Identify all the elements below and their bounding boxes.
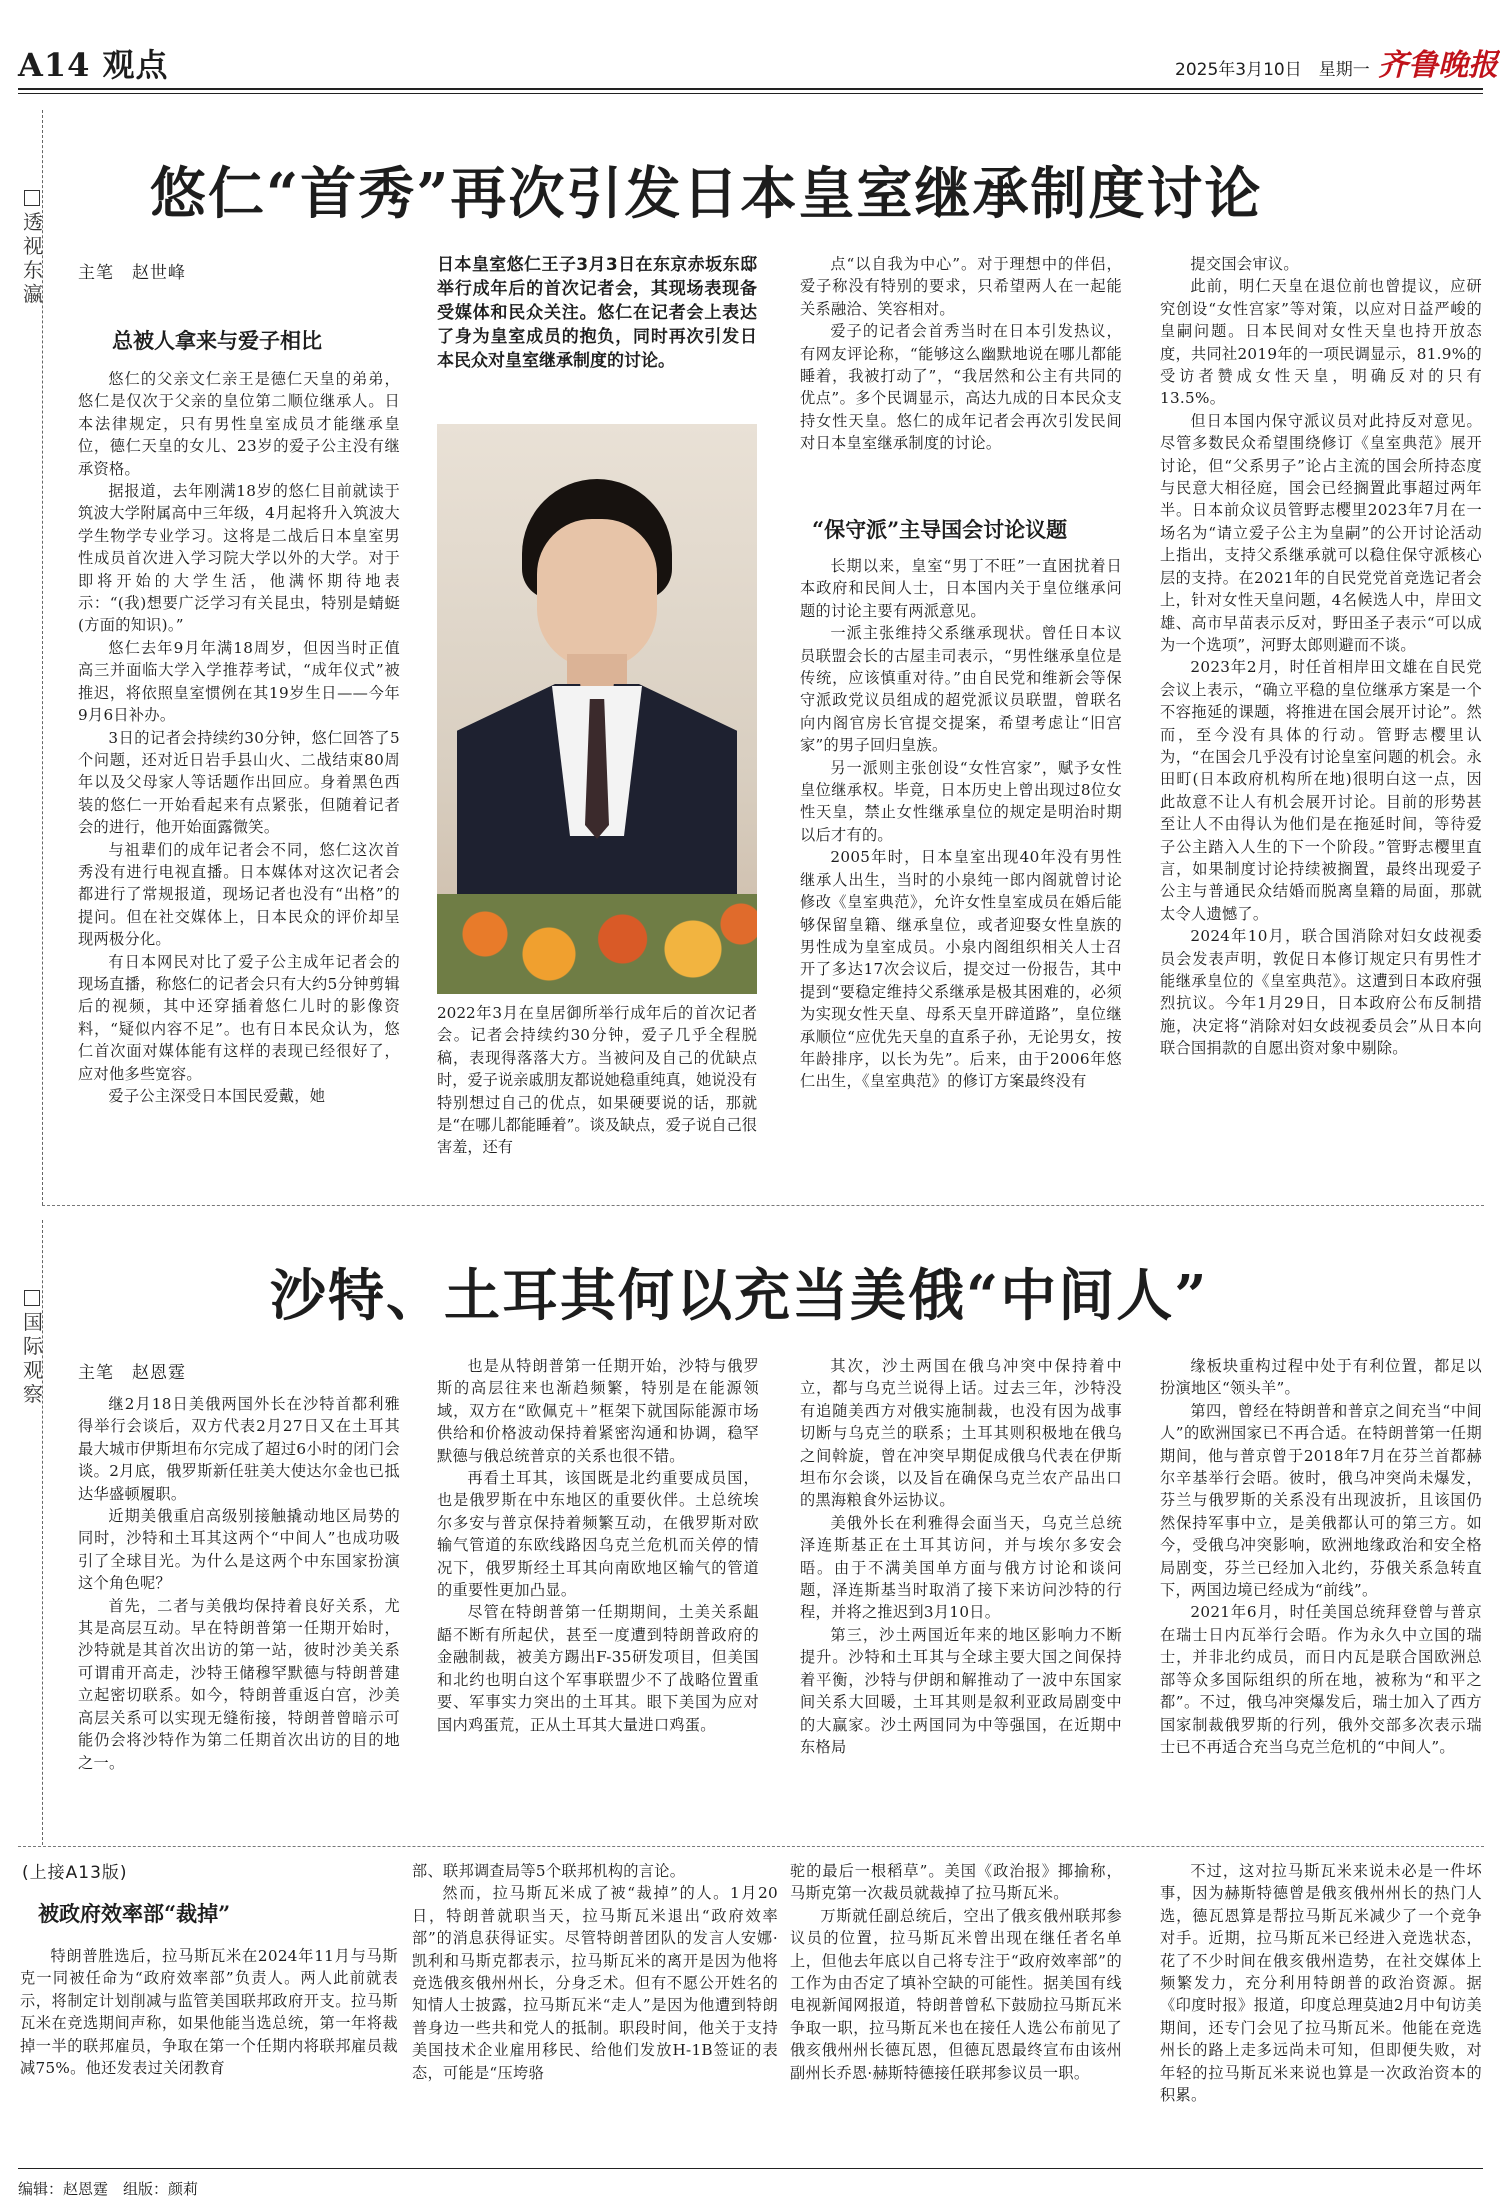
paragraph: 第三，沙土两国近年来的地区影响力不断提升。沙特和土耳其与全球主要大国之间保持着平衡，沙特与伊朗和解推动了一波中东国家间关系大回暖，土耳其则是叙利亚政局剧变中的大赢家。沙土两国同为中等强国，在近期中东格局 <box>800 1625 1122 1756</box>
paragraph: 驼的最后一根稻草”。美国《政治报》揶揄称，马斯克第一次裁员就裁掉了拉马斯瓦米。 <box>790 1862 1122 1903</box>
section-divider-vertical <box>42 110 43 1205</box>
paragraph: 悠仁去年9月年满18周岁，但因当时正值高三并面临大学入学推荐考试，“成年仪式”被推迟，将依照皇室惯例在其19岁生日——今年9月6日补办。 <box>78 638 400 725</box>
paragraph: 也是从特朗普第一任期开始，沙特与俄罗斯的高层往来也渐趋频繁，特别是在能源领域，双方在“欧佩克＋”框架下就国际能源市场供给和价格波动保持着紧密沟通和协调，稳罕默德与俄总统普京的关系也很不错。 <box>437 1357 759 1465</box>
paragraph: 美俄外长在利雅得会面当天，乌克兰总统泽连斯基正在土耳其访问，并与埃尔多安会晤。由于不满美国单方面与俄方讨论和谈问题，泽连斯基当时取消了接下来访问沙特的行程，并将之推迟到3月10日。 <box>800 1513 1122 1622</box>
footer-rule <box>18 2168 1483 2169</box>
section-box-icon <box>24 190 40 206</box>
paragraph: 提交国会审议。 <box>1190 255 1299 273</box>
paragraph: 再看土耳其，该国既是北约重要成员国，也是俄罗斯在中东地区的重要伙伴。土总统埃尔多安与普京保持着频繁互动，在俄罗斯对欧输气管道的东欧线路因乌克兰危机而关停的情况下，俄罗斯经土耳其向南欧地区输气的管道的重要性更加凸显。 <box>437 1469 759 1600</box>
article2-col4 <box>1160 1355 1482 1827</box>
paragraph: 悠仁的父亲文仁亲王是德仁天皇的弟弟，悠仁是仅次于父亲的皇位第二顺位继承人。日本法律规定，只有男性皇室成员才能继承皇位，德仁天皇的女儿、23岁的爱子公主没有继承资格。 <box>78 370 400 478</box>
paragraph: 特朗普胜选后，拉马斯瓦米在2024年11月与马斯克一同被任命为“政府效率部”负责人。两人此前就表示，将制定计划削减与监管美国联邦政府开支。拉马斯瓦米在竞选期间声称，如果他能当选总统，第一年将裁掉一半的联邦雇员，争取在第一个任期内将联邦雇员裁减75%。他还发表过关闭教育 <box>20 1947 398 2078</box>
section-divider <box>42 1205 1484 1206</box>
header-rule-thin <box>18 93 1483 94</box>
paragraph: 近期美俄重启高级别接触撬动地区局势的同时，沙特和土耳其这两个“中间人”也成功吸引了全球目光。为什么是这两个中东国家扮演这个角色呢？ <box>78 1507 400 1593</box>
article1-subhead2: “保守派”主导国会讨论议题 <box>812 517 1068 542</box>
paragraph: 部、联邦调查局等5个联邦机构的言论。 <box>412 1862 686 1880</box>
article1-col1 <box>78 368 400 1171</box>
article3-col4 <box>1160 1860 1482 2150</box>
section-tag-guoji-guancha <box>22 1290 44 1406</box>
article1-col3b <box>800 555 1122 1171</box>
paragraph: 爱子公主深受日本国民爱戴，她 <box>108 1087 326 1105</box>
section-tag-touxi-dongying <box>22 190 44 306</box>
article2-headline: 沙特、土耳其何以充当美俄“中间人” <box>270 1263 1209 1329</box>
article1-subhead1: 总被人拿来与爱子相比 <box>112 328 322 353</box>
paragraph: 2024年10月，联合国消除对妇女歧视委员会发表声明，敦促日本修订规定只有男性才能继承皇位的《皇室典范》。这遭到日本政府强烈抗议。今年1月29日，日本政府公布反制措施，决定将“消除对妇女歧视委员会”从日本向联合国捐款的自愿出资对象中剔除。 <box>1160 927 1482 1058</box>
paragraph: 其次，沙土两国在俄乌冲突中保持着中立，都与乌克兰说得上话。过去三年，沙特没有追随美西方对俄实施制裁，也没有因为战事切断与乌克兰的联系；土耳其则积极地在俄乌之间斡旋，曾在冲突早期促成俄乌代表在伊斯坦布尔会谈，以及旨在确保乌克兰农产品出口的黑海粮食外运协议。 <box>800 1357 1122 1510</box>
article3-col3 <box>790 1860 1122 2150</box>
paragraph: 另一派则主张创设“女性宫家”，赋予女性皇位继承权。毕竟，日本历史上曾出现过8位女性天皇，禁止女性继承皇位的规定是明治时期以后才有的。 <box>800 758 1122 844</box>
paragraph: 万斯就任副总统后，空出了俄亥俄州联邦参议员的位置，拉马斯瓦米曾出现在继任者名单上，但他去年底以自己将专注于“政府效率部”的工作为由否定了填补空缺的可能性。据美国有线电视新闻网报道，特朗普曾私下鼓励拉马斯瓦米争取一职，拉马斯瓦米也在接任人选公布前见了俄亥俄州州长德瓦恩，但德瓦恩最终宣布由该州副州长乔恩·赫斯特德接任联邦参议员一职。 <box>790 1906 1122 2082</box>
article2-author: 主笔 赵恩霆 <box>78 1363 186 1383</box>
page-label: A14 观点 <box>18 46 169 84</box>
paragraph: 爱子的记者会首秀当时在日本引发热议，有网友评论称，“能够这么幽默地说在哪儿都能睡着，我被打动了”，“我居然和公主有共同的优点”。多个民调显示，高达九成的日本民众支持女性天皇。悠仁的成年记者会再次引发民间对日本皇室继承制度的讨论。 <box>800 322 1122 453</box>
section-tag-label: 国际观察 <box>23 1310 43 1406</box>
paragraph: 点“以自我为中心”。对于理想中的伴侣，爱子称没有特别的要求，只希望两人在一起能关系融洽、笑容相对。 <box>800 255 1122 318</box>
article1-author: 主笔 赵世峰 <box>78 263 186 283</box>
paragraph: 长期以来，皇室“男丁不旺”一直困扰着日本政府和民间人士，日本国内关于皇位继承问题的讨论主要有两派意见。 <box>800 557 1122 620</box>
article1-col3 <box>800 253 1122 498</box>
header-rule <box>18 88 1483 90</box>
paragraph: 但日本国内保守派议员对此持反对意见。尽管多数民众希望围绕修订《皇室典范》展开讨论，但“父系男子”论占主流的国会所持态度与民意大相径庭，国会已经搁置此事超过两年半。日本前众议员管野志樱里2023年7月在一场名为“请立爱子公主为皇嗣”的公开讨论活动上指出，支持父系继承就可以稳住保守派核心层的支持。在2021年的自民党党首竞选记者会上，针对女性天皇问题，4名候选人中，岸田文雄、高市早苗表示反对，野田圣子表示“可以成为一个选项”，河野太郎则避而不谈。 <box>1160 411 1482 654</box>
article3-col1 <box>20 1945 398 2147</box>
article2-col1 <box>78 1393 400 1827</box>
paragraph: 继2月18日美俄两国外长在沙特首都利雅得举行会谈后，双方代表2月27日又在土耳其最大城市伊斯坦布尔完成了超过6小时的闭门会谈。2月底，俄罗斯新任驻美大使达尔金也已抵达华盛顿履职。 <box>78 1395 400 1503</box>
article3-subhead: 被政府效率部“裁掉” <box>38 1901 231 1926</box>
paragraph: 有日本网民对比了爱子公主成年记者会的现场直播，称悠仁的记者会只有大约5分钟剪辑后的视频，其中还穿插着悠仁儿时的影像资料，“疑似内容不足”。也有日本民众认为，悠仁首次面对媒体能有这样的表现已经很好了，应对他多些宽容。 <box>78 952 400 1083</box>
article1-headline: 悠仁“首秀”再次引发日本皇室继承制度讨论 <box>150 161 1263 227</box>
photo-caption-text: 2022年3月在皇居御所举行成年后的首次记者会。记者会持续约30分钟，爱子几乎全程脱稿，表现得落落大方。当被问及自己的优缺点时，爱子说亲戚朋友都说她稳重纯真，她说没有特别想过自己的优点，如果硬要说的话，那就是“在哪儿都能睡着”。谈及缺点，爱子说自己很害羞，还有 <box>437 1004 757 1157</box>
paragraph: 然而，拉马斯瓦米成了被“裁掉”的人。1月20日，特朗普就职当天，拉马斯瓦米退出“政府效率部”的消息获得证实。尽管特朗普团队的发言人安娜·凯利和马斯克都表示，拉马斯瓦米的离开是因为他将竞选俄亥俄州州长，分身乏术。但有不愿公开姓名的知情人士披露，拉马斯瓦米“走人”是因为他遭到特朗普身边一些共和党人的抵制。职段时间，他关于支持美国技术企业雇用移民、给他们发放H-1B签证的表态，可能是“压垮骆 <box>412 1884 778 2082</box>
paragraph: 第四，曾经在特朗普和普京之间充当“中间人”的欧洲国家已不再合适。在特朗普第一任期期间，他与普京曾于2018年7月在芬兰首都赫尔辛基举行会晤。彼时，俄乌冲突尚未爆发，芬兰与俄罗斯的关系没有出现波折，且该国仍然保持军事中立，是美俄都认可的第三方。如今，受俄乌冲突影响，欧洲地缘政治和安全格局剧变，芬兰已经加入北约，芬俄关系急转直下，两国边境已经成为“前线”。 <box>1160 1401 1482 1600</box>
issue-date: 2025年3月10日 星期一 <box>1175 60 1370 80</box>
article3-col2 <box>398 1860 778 2150</box>
section-box-icon <box>24 1290 40 1306</box>
paragraph: 2021年6月，时任美国总统拜登曾与普京在瑞士日内瓦举行会晤。作为永久中立国的瑞士，并非北约成员，而日内瓦是联合国欧洲总部等众多国际组织的所在地，被称为“和平之都”。不过，俄乌冲突爆发后，瑞士加入了西方国家制裁俄罗斯的行列，俄外交部多次表示瑞士已不再适合充当乌克兰危机的“中间人”。 <box>1160 1603 1482 1756</box>
paragraph: 尽管在特朗普第一任期期间，土美关系龃龉不断有所起伏，甚至一度遭到特朗普政府的金融制裁，被美方踢出F-35研发项目，但美国和北约也明白这个军事联盟少不了战略位置重要、军事实力突出的土耳其。眼下美国为应对国内鸡蛋荒，正从土耳其大量进口鸡蛋。 <box>437 1603 759 1734</box>
paragraph: 2005年时，日本皇室出现40年没有男性继承人出生，当时的小泉纯一郎内阁就曾讨论修改《皇室典范》，允许女性皇室成员在婚后能够保留皇籍、继承皇位，或者迎娶女性皇族的男性成为皇室成员。小泉内阁组织相关人士召开了多达17次会议后，提交过一份报告，其中提到“要稳定维持父系继承是极其困难的，必须为实现女性天皇、母系天皇开辟道路”，皇位继承顺位“应优先天皇的直系子孙，无论男女，按年龄排序，以长为先”。后来，由于2006年悠仁出生，《皇室典范》的修订方案最终没有 <box>800 848 1122 1091</box>
paragraph: 不过，这对拉马斯瓦米来说未必是一件坏事，因为赫斯特德曾是俄亥俄州州长的热门人选，德瓦恩算是帮拉马斯瓦米减少了一个竞争对手。近期，拉马斯瓦米已经进入竞选状态，花了不少时间在俄亥俄州造势，在社交媒体上频繁发力，充分利用特朗普的政治资源。据《印度时报》报道，印度总理莫迪2月中旬访美期间，还专门会见了拉马斯瓦米。他能在竞选州长的路上走多远尚未可知，但即便失败，对年轻的拉马斯瓦米来说也算是一次政治资本的积累。 <box>1160 1862 1482 2105</box>
paragraph: 一派主张维持父系继承现状。曾任日本议员联盟会长的古屋圭司表示，“男性继承皇位是传统，应该慎重对待。”由自民党和维新会等保守派政党议员组成的超党派议员联盟，曾联名向内阁官房长官提交提案，希望考虑让“旧宫家”的男子回归皇族。 <box>800 624 1122 755</box>
paragraph: 2023年2月，时任首相岸田文雄在自民党会议上表示，“确立平稳的皇位继承方案是一个不容拖延的课题，将推进在国会展开讨论”。然而，至今没有具体的行动。管野志樱里认为，“在国会几乎没有讨论皇室问题的机会。永田町(日本政府机构所在地)很明白这一点，因此故意不让人有机会展开讨论。目前的形势甚至让人不由得认为他们是在拖延时间，等待爱子公主踏入人生的下一个阶段。”管野志樱里直言，如果制度讨论持续被搁置，最终出现爱子公主与普通民众结婚而脱离皇籍的局面，那就太令人遗憾了。 <box>1160 658 1482 923</box>
editor-credit: 编辑：赵恩霆 组版：颜莉 <box>18 2180 199 2198</box>
paragraph: 首先，二者与美俄均保持着良好关系，尤其是高层互动。早在特朗普第一任期开始时，沙特就是其首次出访的第一站，彼时沙美关系可谓甫开高走，沙特王储穆罕默德与特朗普建立起密切联系。如今，特朗普重返白宫，沙美高层关系可以实现无缝衔接，特朗普曾暗示可能仍会将沙特作为第二任期首次出访的目的地之一。 <box>78 1596 400 1772</box>
article2-col3 <box>800 1355 1122 1827</box>
section-divider <box>18 1846 1484 1847</box>
paragraph: 此前，明仁天皇在退位前也曾提议，应研究创设“女性宫家”等对策，以应对日益严峻的皇嗣问题。日本民间对女性天皇也持开放态度，共同社2019年的一项民调显示，81.9%的受访者赞成女性天皇，明确反对的只有13.5%。 <box>1160 277 1482 408</box>
portrait-photo <box>437 424 757 994</box>
article2-col2 <box>437 1355 759 1827</box>
article1-col4 <box>1160 253 1482 1171</box>
article1-lead: 日本皇室悠仁王子3月3日在东京赤坂东邸举行成年后的首次记者会，其现场表现备受媒体和民众关注。悠仁在记者会上表达了身为皇室成员的抱负，同时再次引发日本民众对皇室继承制度的讨论。 <box>437 255 757 371</box>
section-tag-label: 透视东瀛 <box>23 210 43 306</box>
newspaper-masthead-logo: 齐鲁晚报 <box>1378 48 1498 83</box>
paragraph: 缘板块重构过程中处于有利位置，都足以扮演地区“领头羊”。 <box>1160 1357 1482 1398</box>
continued-from-label: (上接A13版) <box>22 1863 128 1883</box>
paragraph: 与祖辈们的成年记者会不同，悠仁这次首秀没有进行电视直播。日本媒体对这次记者会都进行了常规报道，现场记者也没有“出格”的提问。但在社交媒体上，日本民众的评价却呈现两极分化。 <box>78 840 400 949</box>
paragraph: 3日的记者会持续约30分钟，悠仁回答了5个问题，还对近日岩手县山火、二战结束80周年以及父母家人等话题作出回应。身着黑色西装的悠仁一开始看起来有点紧张，但随着记者会的进行，他开始面露微笑。 <box>78 728 400 837</box>
section-divider-vertical <box>42 1220 43 1845</box>
paragraph: 据报道，去年刚满18岁的悠仁目前就读于筑波大学附属高中三年级，4月起将升入筑波大学生物学专业学习。这将是二战后日本皇室男性成员首次进入学习院大学以外的大学。对于即将开始的大学生活，他满怀期待地表示：“(我)想要广泛学习有关昆虫，特别是蜻蜓(方面的知识)。” <box>78 482 400 635</box>
